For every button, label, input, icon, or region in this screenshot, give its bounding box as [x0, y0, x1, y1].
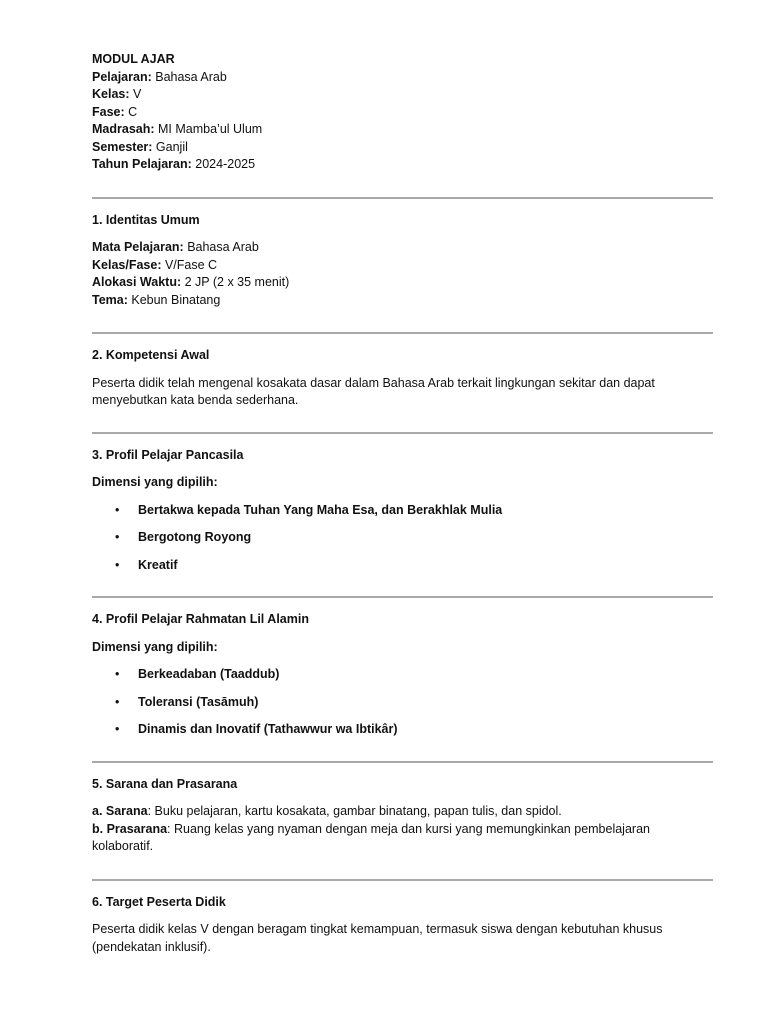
section-heading: 6. Target Peserta Didik	[92, 894, 226, 909]
field-value: Bahasa Arab	[151, 69, 227, 84]
bullet-list	[92, 502, 713, 575]
header-field-tahun	[92, 156, 713, 174]
field-alokasi-waktu	[92, 274, 713, 292]
field-value: V	[129, 87, 142, 101]
document-header	[92, 51, 713, 174]
divider	[92, 197, 713, 199]
section-subheading: Dimensi yang dipilih:	[92, 639, 218, 654]
list-item: • Dinamis dan Inovatif (Tathawwur wa Ibtikâr)	[92, 721, 713, 739]
list-item: • Toleransi (Tasāmuh)	[92, 694, 713, 712]
field-value: MI Mamba’ul Ulum	[154, 122, 263, 136]
field-label: Fase:	[92, 104, 125, 119]
section-profil-pancasila	[92, 447, 713, 575]
prasarana-line	[92, 821, 713, 856]
divider	[92, 596, 713, 598]
field-label: Kelas:	[92, 87, 130, 101]
list-item: • Bertakwa kepada Tuhan Yang Maha Esa, dan Berakhlak Mulia	[92, 502, 713, 520]
section-paragraph: Peserta didik telah mengenal kosakata dasar dalam Bahasa Arab terkait lingkungan sekitar dan dapat menyebutkan kata benda sederhana.	[92, 375, 655, 407]
field-label: a. Sarana	[92, 804, 148, 818]
section-identitas-umum	[92, 212, 713, 310]
section-target-peserta-didik	[92, 894, 713, 957]
field-label: Kelas/Fase:	[92, 257, 162, 272]
section-heading: 3. Profil Pelajar Pancasila	[92, 447, 244, 462]
field-value: Ganjil	[152, 139, 188, 154]
document-title: MODUL AJAR	[92, 52, 175, 66]
field-label: Alokasi Waktu:	[92, 275, 182, 289]
field-label: Tema:	[92, 292, 128, 307]
field-value: 2 JP (2 x 35 menit)	[181, 275, 290, 289]
sarana-line	[92, 803, 713, 821]
header-field-pelajaran	[92, 69, 713, 87]
section-heading: 5. Sarana dan Prasarana	[92, 776, 238, 791]
section-profil-rahmatan	[92, 611, 713, 739]
field-kelas-fase	[92, 257, 713, 275]
field-value: 2024-2025	[191, 157, 256, 171]
divider	[92, 761, 713, 763]
field-value: Kebun Binatang	[127, 292, 221, 307]
bullet-list	[92, 666, 713, 739]
divider	[92, 879, 713, 881]
field-mata-pelajaran	[92, 239, 713, 257]
field-value: : Buku pelajaran, kartu kosakata, gambar binatang, papan tulis, dan spidol.	[147, 804, 562, 818]
field-value: Bahasa Arab	[183, 240, 259, 254]
header-field-kelas	[92, 86, 713, 104]
list-item: • Kreatif	[92, 557, 713, 575]
section-heading: 1. Identitas Umum	[92, 212, 200, 227]
list-item: • Bergotong Royong	[92, 529, 713, 547]
section-paragraph: Peserta didik kelas V dengan beragam tingkat kemampuan, termasuk siswa dengan kebutuhan khusus (pendekatan inklusif).	[92, 922, 663, 954]
field-tema	[92, 292, 713, 310]
field-label: Semester:	[92, 139, 153, 154]
divider	[92, 432, 713, 434]
field-label: Pelajaran:	[92, 69, 152, 84]
header-field-semester	[92, 139, 713, 157]
field-value: : Ruang kelas yang nyaman dengan meja dan kursi yang memungkinkan pembelajaran kolaboratif.	[92, 821, 650, 853]
field-label: Mata Pelajaran:	[92, 240, 184, 254]
section-kompetensi-awal	[92, 347, 713, 410]
divider	[92, 332, 713, 334]
header-field-madrasah	[92, 121, 713, 139]
section-subheading: Dimensi yang dipilih:	[92, 475, 218, 489]
section-sarana-prasarana	[92, 776, 713, 856]
field-value: V/Fase C	[161, 257, 218, 272]
field-label: b. Prasarana	[92, 821, 168, 836]
field-value: C	[124, 104, 138, 119]
field-label: Tahun Pelajaran:	[92, 157, 192, 171]
field-label: Madrasah:	[92, 122, 155, 136]
section-heading: 2. Kompetensi Awal	[92, 348, 210, 362]
section-heading: 4. Profil Pelajar Rahmatan Lil Alamin	[92, 612, 309, 626]
list-item: • Berkeadaban (Taaddub)	[92, 666, 713, 684]
header-field-fase	[92, 104, 713, 122]
